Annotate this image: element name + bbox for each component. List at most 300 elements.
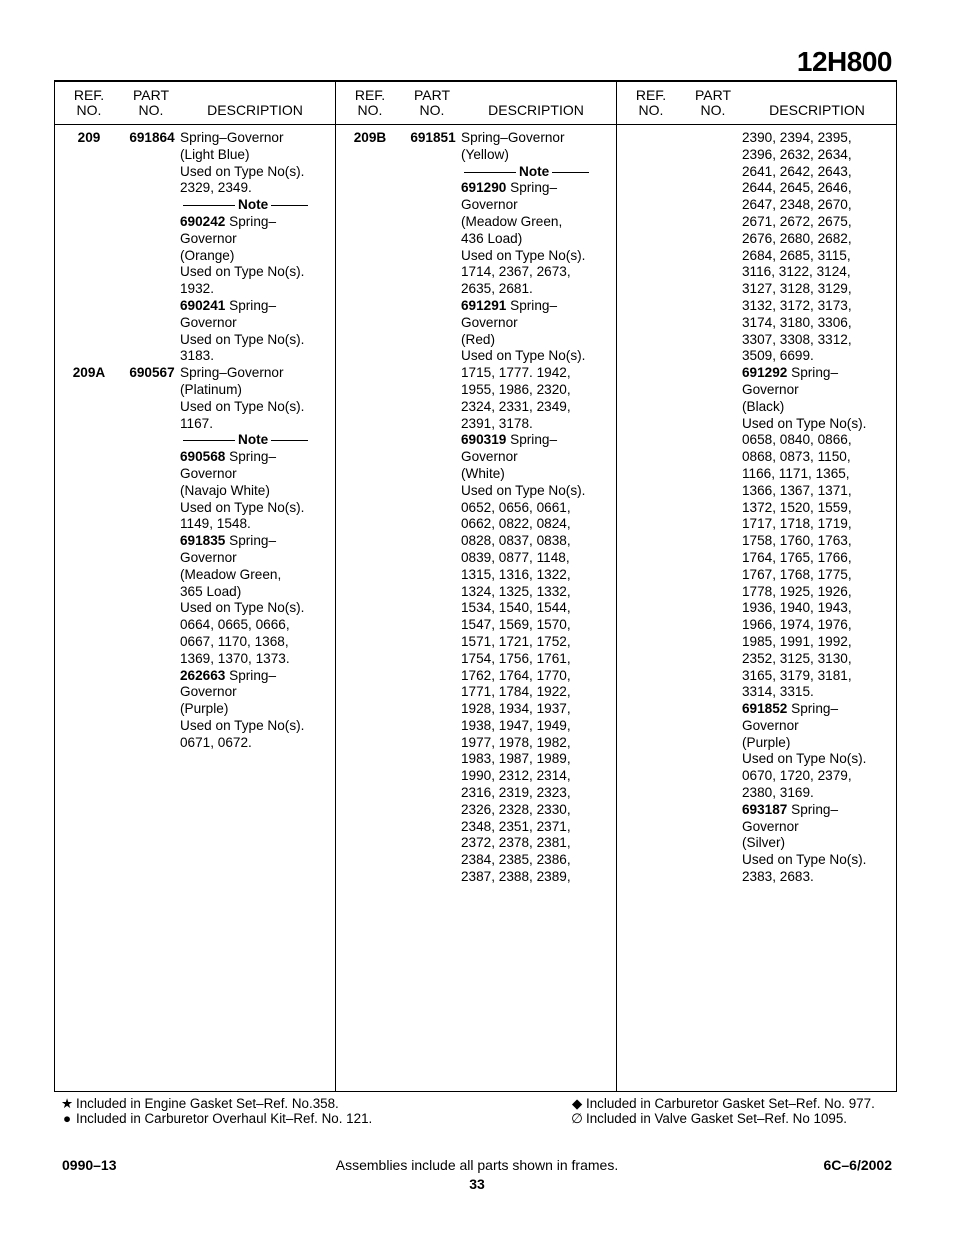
footnotes-right	[568, 1096, 875, 1126]
description-line	[461, 416, 611, 433]
description-text: 2396, 2632, 2634,	[742, 146, 852, 162]
description-line	[461, 214, 611, 231]
ref-number: 209	[77, 130, 101, 145]
description-line	[180, 164, 330, 181]
description-line	[742, 332, 892, 349]
description-text: 3314, 3315.	[742, 684, 814, 700]
description-text: Used on Type No(s).	[180, 600, 305, 616]
header-description: DESCRIPTION	[207, 102, 303, 118]
description-line	[742, 684, 892, 701]
description-line	[461, 466, 611, 483]
description-text: Used on Type No(s).	[180, 163, 305, 179]
header-ref-text: NO.	[357, 102, 383, 118]
description-line	[742, 768, 892, 785]
description-text: 1928, 1934, 1937,	[461, 701, 571, 717]
footnote-symbol-icon: ∅	[571, 1111, 583, 1126]
note-dash	[183, 205, 235, 206]
description-line	[461, 399, 611, 416]
alt-part-number: 691292	[742, 365, 788, 381]
note-divider	[180, 197, 330, 214]
description-text: 1167.	[180, 415, 214, 431]
description-line	[180, 399, 330, 416]
description-line	[180, 533, 330, 550]
description-line	[742, 852, 892, 869]
footnote	[58, 1111, 372, 1126]
description-text: 2635, 2681.	[461, 281, 533, 297]
description-line	[180, 180, 330, 197]
description-text: 2390, 2394, 2395,	[742, 130, 852, 145]
header-description: DESCRIPTION	[769, 102, 865, 118]
description-text: 0664, 0665, 0666,	[180, 617, 290, 633]
description-line	[180, 701, 330, 718]
description-text: 1990, 2312, 2314,	[461, 768, 571, 784]
description-text: (Light Blue)	[180, 146, 250, 162]
alt-part-number: 691290	[461, 180, 507, 196]
description-text: 1778, 1925, 1926,	[742, 583, 852, 599]
description-text: 3127, 3128, 3129,	[742, 281, 852, 297]
description-text: (Meadow Green,	[461, 213, 563, 229]
description-line	[180, 550, 330, 567]
header-part-text: NO.	[419, 102, 445, 118]
footnote-text: Included in Valve Gasket Set–Ref. No 1095.	[586, 1111, 848, 1126]
description-text: Used on Type No(s).	[180, 717, 305, 733]
part-number: 690567	[129, 365, 175, 381]
description-text: 1936, 1940, 1943,	[742, 600, 852, 616]
description-line	[461, 584, 611, 601]
description-line	[461, 751, 611, 768]
description-text: 0662, 0822, 0824,	[461, 516, 571, 532]
description-text: 3509, 6699.	[742, 348, 814, 364]
description-line	[742, 701, 892, 718]
footnote-text: Included in Carburetor Gasket Set–Ref. No. 977.	[586, 1096, 875, 1111]
description-line	[180, 600, 330, 617]
description-text: Governor	[180, 684, 237, 700]
description-text: Governor	[461, 314, 518, 330]
description-text: 1771, 1784, 1922,	[461, 684, 571, 700]
description-text: 1547, 1569, 1570,	[461, 617, 571, 633]
description-line	[742, 533, 892, 550]
description-line	[180, 584, 330, 601]
header-part-text: PART	[132, 87, 170, 103]
column-2	[336, 130, 616, 886]
description-line	[461, 500, 611, 517]
description-line	[180, 264, 330, 281]
alt-part-number: 691852	[742, 701, 788, 717]
footnote-text: Included in Carburetor Overhaul Kit–Ref. No. 121.	[76, 1111, 373, 1126]
description-line	[742, 500, 892, 517]
description-text: 2348, 2351, 2371,	[461, 818, 571, 834]
header-part-text: PART	[694, 87, 732, 103]
description-text: (Purple)	[742, 734, 791, 750]
description-text: (Platinum)	[180, 381, 242, 397]
description-text: 1758, 1760, 1763,	[742, 533, 852, 549]
description-line	[461, 231, 611, 248]
description-text: Governor	[180, 549, 237, 565]
description-line	[461, 600, 611, 617]
description-line	[461, 298, 611, 315]
description-line	[461, 147, 611, 164]
description-text: 0667, 1170, 1368,	[180, 633, 289, 649]
description-text: 1149, 1548.	[180, 516, 251, 532]
description-text: Used on Type No(s).	[180, 499, 305, 515]
description-line	[742, 483, 892, 500]
note-label: Note	[238, 432, 269, 448]
description-line	[180, 365, 330, 382]
alt-part-number: 690568	[180, 449, 226, 465]
header-part-no	[408, 88, 456, 118]
column-3	[617, 130, 897, 886]
description-text: (Red)	[461, 331, 495, 347]
description-text: 2644, 2645, 2646,	[742, 180, 852, 196]
description-line	[180, 567, 330, 584]
description-line	[461, 449, 611, 466]
description-text: 2641, 2642, 2643,	[742, 163, 852, 179]
alt-part-number: 693187	[742, 801, 788, 817]
part-entry	[617, 130, 897, 886]
description-text: 2684, 2685, 3115,	[742, 247, 851, 263]
header-part-no	[127, 88, 175, 118]
description-text: 2384, 2385, 2386,	[461, 852, 571, 868]
part-description	[180, 365, 330, 751]
description-text: 2352, 3125, 3130,	[742, 650, 852, 666]
description-line	[461, 382, 611, 399]
description-text: 1717, 1718, 1719,	[742, 516, 852, 532]
description-line	[742, 651, 892, 668]
description-line	[742, 735, 892, 752]
description-line	[461, 315, 611, 332]
description-line	[461, 432, 611, 449]
description-text: 2380, 3169.	[742, 785, 814, 801]
description-line	[461, 785, 611, 802]
description-line	[461, 332, 611, 349]
description-line	[180, 634, 330, 651]
description-text: Spring–	[506, 180, 558, 196]
revision-date: 6C–6/2002	[823, 1157, 892, 1173]
description-line	[461, 668, 611, 685]
page-number: 33	[469, 1176, 485, 1192]
description-text: Governor	[742, 381, 799, 397]
description-line	[180, 348, 330, 365]
note-dash	[271, 205, 308, 206]
description-line	[742, 264, 892, 281]
description-text: 365 Load)	[180, 583, 242, 599]
description-line	[461, 281, 611, 298]
description-text: Used on Type No(s).	[742, 852, 867, 868]
description-line	[742, 550, 892, 567]
description-line	[742, 600, 892, 617]
description-text: 1932.	[180, 281, 215, 297]
description-text: Spring–	[225, 449, 277, 465]
description-text: 1714, 2367, 2673,	[461, 264, 571, 280]
description-text: 2316, 2319, 2323,	[461, 785, 571, 801]
header-ref-no	[631, 88, 671, 118]
description-line	[461, 684, 611, 701]
description-line	[742, 835, 892, 852]
description-line	[461, 180, 611, 197]
description-line	[461, 197, 611, 214]
part-description	[742, 130, 892, 886]
description-text: 1372, 1520, 1559,	[742, 499, 852, 515]
description-line	[180, 651, 330, 668]
column-1	[55, 130, 335, 751]
description-line	[180, 483, 330, 500]
note-divider	[461, 164, 611, 181]
description-text: 2676, 2680, 2682,	[742, 230, 852, 246]
ref-number: 209B	[353, 130, 387, 145]
description-line	[461, 130, 611, 147]
description-text: 2326, 2328, 2330,	[461, 801, 571, 817]
description-line	[461, 651, 611, 668]
description-line	[742, 147, 892, 164]
footnote-symbol-icon: ●	[62, 1111, 72, 1126]
footnote	[568, 1096, 875, 1111]
description-text: Governor	[180, 465, 237, 481]
description-line	[180, 231, 330, 248]
description-line	[180, 684, 330, 701]
description-line	[180, 516, 330, 533]
note-label: Note	[519, 163, 550, 179]
note-dash	[552, 172, 589, 173]
description-text: 1764, 1765, 1766,	[742, 549, 852, 565]
description-line	[742, 281, 892, 298]
description-text: 2391, 3178.	[461, 415, 533, 431]
description-line	[180, 248, 330, 265]
description-line	[461, 869, 611, 886]
description-text: 3307, 3308, 3312,	[742, 331, 852, 347]
note-dash	[271, 440, 308, 441]
description-text: 1571, 1721, 1752,	[461, 633, 571, 649]
description-text: 2387, 2388, 2389,	[461, 869, 571, 885]
description-text: Used on Type No(s).	[461, 348, 586, 364]
description-line	[742, 231, 892, 248]
description-line	[461, 735, 611, 752]
description-text: Governor	[180, 230, 237, 246]
description-text: Spring–	[506, 432, 558, 448]
description-text: 2372, 2378, 2381,	[461, 835, 571, 851]
alt-part-number: 690319	[461, 432, 507, 448]
doc-number: 0990–13	[62, 1157, 117, 1173]
description-line	[461, 718, 611, 735]
description-text: Spring–	[225, 297, 277, 313]
description-text: Used on Type No(s).	[180, 264, 305, 280]
description-text: 2671, 2672, 2675,	[742, 213, 852, 229]
description-text: Used on Type No(s).	[742, 415, 867, 431]
note-dash	[464, 172, 516, 173]
description-line	[180, 315, 330, 332]
description-line	[180, 449, 330, 466]
description-text: 1369, 1370, 1373.	[180, 650, 290, 666]
description-line	[180, 147, 330, 164]
description-line	[742, 466, 892, 483]
description-text: Governor	[742, 818, 799, 834]
description-line	[461, 348, 611, 365]
description-line	[742, 584, 892, 601]
description-line	[742, 248, 892, 265]
description-text: (Yellow)	[461, 146, 509, 162]
footnote	[568, 1111, 875, 1126]
header-part-no	[689, 88, 737, 118]
alt-part-number: 691835	[180, 533, 226, 549]
footnotes-left	[58, 1096, 372, 1126]
description-line	[742, 718, 892, 735]
description-text: 2324, 2331, 2349,	[461, 398, 571, 414]
header-ref-text: REF.	[73, 87, 105, 103]
description-line	[461, 701, 611, 718]
description-text: Spring–	[787, 701, 839, 717]
description-line	[742, 214, 892, 231]
description-text: 0652, 0656, 0661,	[461, 499, 571, 515]
part-entry	[55, 365, 335, 751]
description-line	[742, 164, 892, 181]
description-line	[461, 768, 611, 785]
description-line	[461, 365, 611, 382]
ref-number: 209A	[72, 365, 106, 381]
header-ref-text: NO.	[638, 102, 664, 118]
alt-part-number: 262663	[180, 667, 226, 683]
note-label: Note	[238, 197, 269, 213]
description-line	[742, 197, 892, 214]
description-text: 2383, 2683.	[742, 869, 814, 885]
description-line	[180, 332, 330, 349]
description-line	[180, 130, 330, 147]
description-line	[461, 802, 611, 819]
header-divider	[55, 124, 896, 125]
description-text: (Orange)	[180, 247, 235, 263]
description-text: 1315, 1316, 1322,	[461, 566, 571, 582]
description-text: 3165, 3179, 3181,	[742, 667, 852, 683]
header-part-text: PART	[413, 87, 451, 103]
description-text: (Meadow Green,	[180, 566, 282, 582]
description-text: 1966, 1974, 1976,	[742, 617, 852, 633]
description-text: 3174, 3180, 3306,	[742, 314, 852, 330]
description-text: Used on Type No(s).	[461, 482, 586, 498]
description-text: Spring–	[787, 801, 839, 817]
description-text: Spring–	[225, 533, 277, 549]
description-text: 1762, 1764, 1770,	[461, 667, 571, 683]
alt-part-number: 691291	[461, 297, 507, 313]
description-line	[461, 533, 611, 550]
description-text: 0839, 0877, 1148,	[461, 549, 570, 565]
description-text: 3183.	[180, 348, 215, 364]
description-line	[180, 416, 330, 433]
note-dash	[183, 440, 235, 441]
description-text: (White)	[461, 465, 505, 481]
description-line	[461, 264, 611, 281]
description-text: 1715, 1777. 1942,	[461, 365, 571, 381]
description-text: Spring–	[225, 213, 277, 229]
description-line	[180, 466, 330, 483]
description-text: 2329, 2349.	[180, 180, 252, 196]
footnote-text: Included in Engine Gasket Set–Ref. No.358.	[76, 1096, 339, 1111]
description-line	[742, 432, 892, 449]
description-line	[742, 751, 892, 768]
description-line	[461, 483, 611, 500]
header-ref-text: REF.	[635, 87, 667, 103]
header-ref-no	[350, 88, 390, 118]
description-line	[461, 835, 611, 852]
footnote	[58, 1096, 372, 1111]
description-line	[180, 281, 330, 298]
header-ref-text: NO.	[76, 102, 102, 118]
description-text: Governor	[742, 717, 799, 733]
part-description	[461, 130, 611, 886]
description-text: (Black)	[742, 398, 785, 414]
description-line	[742, 399, 892, 416]
description-line	[742, 634, 892, 651]
description-line	[180, 668, 330, 685]
description-line	[742, 298, 892, 315]
description-text: Spring–Governor	[461, 130, 565, 145]
description-line	[742, 449, 892, 466]
description-text: Spring–	[506, 297, 558, 313]
alt-part-number: 690241	[180, 297, 226, 313]
header-part-text: NO.	[700, 102, 726, 118]
description-text: 1754, 1756, 1761,	[461, 650, 571, 666]
description-text: 3116, 3122, 3124,	[742, 264, 851, 280]
description-text: 436 Load)	[461, 230, 523, 246]
description-line	[461, 819, 611, 836]
description-line	[742, 382, 892, 399]
description-line	[461, 617, 611, 634]
description-text: Used on Type No(s).	[742, 751, 867, 767]
description-text: 0670, 1720, 2379,	[742, 768, 852, 784]
description-line	[461, 248, 611, 265]
description-line	[461, 852, 611, 869]
description-text: 1938, 1947, 1949,	[461, 717, 571, 733]
description-text: 1166, 1171, 1365,	[742, 465, 850, 481]
description-line	[742, 365, 892, 382]
header-ref-no	[69, 88, 109, 118]
description-text: 0658, 0840, 0866,	[742, 432, 852, 448]
description-line	[180, 617, 330, 634]
description-line	[180, 735, 330, 752]
model-number: 12H800	[796, 46, 892, 77]
description-line	[461, 634, 611, 651]
description-text: (Purple)	[180, 701, 229, 717]
note-divider	[180, 432, 330, 449]
description-text: Used on Type No(s).	[180, 331, 305, 347]
description-line	[742, 802, 892, 819]
description-line	[461, 516, 611, 533]
description-line	[742, 130, 892, 147]
description-text: 1767, 1768, 1775,	[742, 566, 852, 582]
header-part-text: NO.	[138, 102, 164, 118]
description-text: 1983, 1987, 1989,	[461, 751, 571, 767]
part-entry	[55, 130, 335, 365]
description-line	[742, 315, 892, 332]
description-line	[742, 567, 892, 584]
description-line	[180, 500, 330, 517]
description-line	[742, 617, 892, 634]
description-text: 3132, 3172, 3173,	[742, 297, 852, 313]
part-number: 691851	[410, 130, 456, 145]
description-text: 1955, 1986, 2320,	[461, 381, 571, 397]
part-number: 691864	[129, 130, 175, 145]
description-text: 1985, 1991, 1992,	[742, 633, 852, 649]
description-text: 0868, 0873, 1150,	[742, 449, 851, 465]
description-line	[742, 785, 892, 802]
description-text: Spring–	[225, 667, 277, 683]
description-line	[180, 382, 330, 399]
description-line	[180, 214, 330, 231]
frame-note: Assemblies include all parts shown in frames.	[335, 1157, 619, 1173]
description-text: 1977, 1978, 1982,	[461, 734, 571, 750]
header-ref-text: REF.	[354, 87, 386, 103]
description-line	[461, 567, 611, 584]
description-text: (Silver)	[742, 835, 786, 851]
description-text: 0671, 0672.	[180, 734, 252, 750]
description-text: 1534, 1540, 1544,	[461, 600, 571, 616]
